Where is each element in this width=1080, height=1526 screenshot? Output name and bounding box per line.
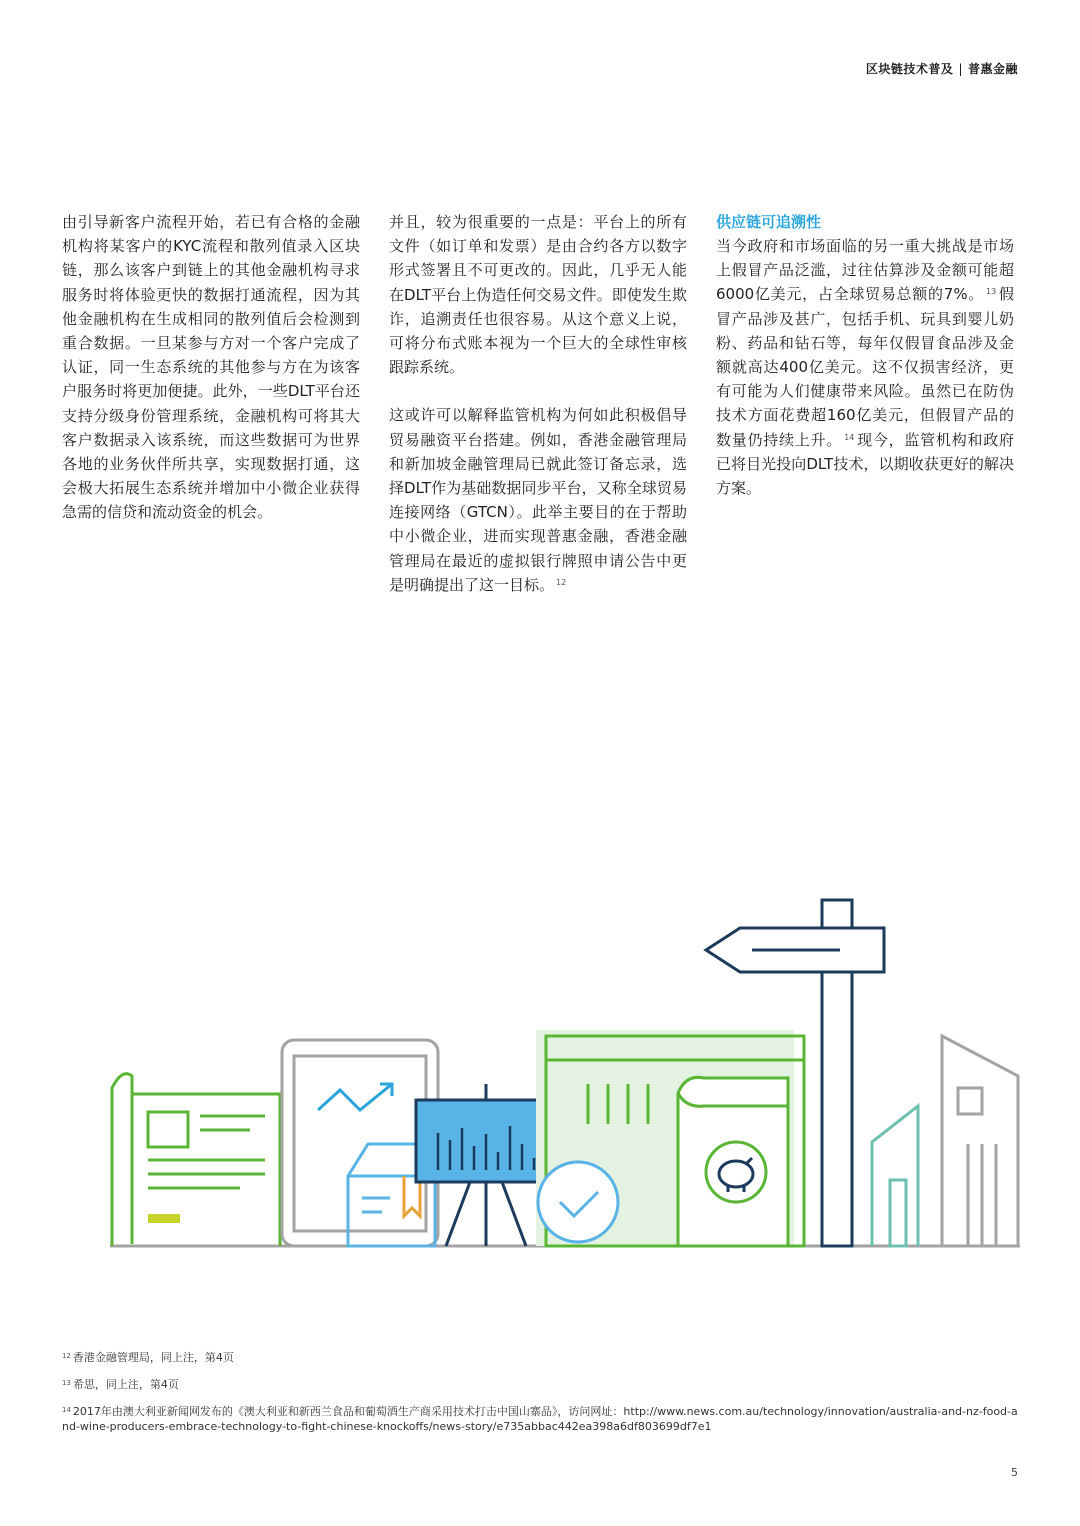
paragraph: 由引导新客户流程开始，若已有合格的金融机构将某客户的KYC流程和散列值录入区块链，那么该客户到链上的其他金融机构寻求服务时将体验更快的数据打通流程，因为其他金融机构在生成相同的散列值后会检测到重合数据。一旦某参与方对一个客户完成了认证，同一生态系统的其他参与方在为该客户服务时将更加便捷。此外，一些DLT平台还支持分级身份管理系统，金融机构可将其大客户数据录入该系统，而这些数据可为世界各地的业务伙伴所共享，实现数据打通，这会极大拓展生态系统并增加中小微企业获得急需的信贷和流动资金的机会。	[62, 213, 360, 522]
paragraph-text: 假冒产品涉及甚广，包括手机、玩具到婴儿奶粉、药品和钻石等，每年仅假冒食品涉及金额就高达400亿美元。这不仅损害经济，更有可能为人们健康带来风险。虽然已在防伪技术方面花费超160亿美元，但假冒产品的数量仍持续上升。	[716, 285, 1014, 449]
paragraph-text: 现今，监管机构和政府已将目光投向DLT技术，以期收获更好的解决方案。	[716, 430, 1014, 498]
paragraph-text: 这或许可以解释监管机构为何如此积极倡导贸易融资平台搭建。例如，香港金融管理局和新加坡金融管理局已就此签订备忘录，选择DLT作为基础数据同步平台，又称全球贸易连接网络（GTCN）。此举主要目的在于帮助中小微企业，进而实现普惠金融，香港金融管理局在最近的虚拟银行牌照申请公告中更是明确提出了这一目标。	[389, 406, 687, 594]
footnote-ref: 14	[844, 432, 855, 442]
building-icon	[942, 1036, 1018, 1246]
document-scroll-icon	[112, 1074, 280, 1246]
city-illustration	[100, 888, 1030, 1258]
trend-arrow-icon	[318, 1084, 392, 1110]
text-column-1	[62, 210, 360, 549]
footnote-ref: 13	[986, 287, 997, 297]
text-column-2	[389, 210, 687, 621]
footnote-ref: 12	[556, 577, 567, 587]
section-heading: 供应链可追溯性	[716, 213, 822, 231]
check-circle-icon	[538, 1162, 618, 1242]
paragraph	[389, 403, 687, 597]
footnote-number: 12	[62, 1352, 71, 1360]
footnote	[62, 1377, 1022, 1392]
footnote-number: 14	[62, 1406, 71, 1414]
footnotes	[62, 1350, 1022, 1446]
footnote-number: 13	[62, 1379, 71, 1387]
paragraph: 并且，较为很重要的一点是：平台上的所有文件（如订单和发票）是由合约各方以数字形式签署且不可更改的。因此，几乎无人能在DLT平台上伪造任何交易文件。即使发生欺诈，追溯责任也很容易。从这个意义上说，可将分布式账本视为一个巨大的全球性审核跟踪系统。	[389, 213, 687, 377]
footnote-text: 希思，同上注，第4页	[72, 1378, 179, 1391]
paragraph	[716, 234, 1014, 500]
footnote	[62, 1404, 1022, 1434]
footnote-text: 2017年由澳大利亚新闻网发布的《澳大利亚和新西兰食品和葡萄酒生产商采用技术打击中国山寨品》，访问网址：http://www.news.com.au/technology/innovation/australia-and-nz-food-and-wine-producers-embrace-technology-to-fight-chinese-knockoffs/news-story/e735abbac442ea398a6df803699df7e1	[62, 1405, 1018, 1433]
header-separator: |	[958, 62, 963, 76]
header-subtitle: 普惠金融	[967, 62, 1018, 76]
footnote-text: 香港金融管理局，同上注，第4页	[72, 1351, 234, 1364]
header-title: 区块链技术普及	[865, 62, 954, 76]
text-column-3	[716, 210, 1014, 524]
house-icon	[872, 1106, 918, 1246]
footnote	[62, 1350, 1022, 1365]
page-number: 5	[1011, 1466, 1018, 1479]
running-header	[866, 60, 1018, 77]
paragraph-text: 当今政府和市场面临的另一重大挑战是市场上假冒产品泛滥，过往估算涉及金额可能超6000亿美元，占全球贸易总额的7%。	[716, 237, 1014, 304]
